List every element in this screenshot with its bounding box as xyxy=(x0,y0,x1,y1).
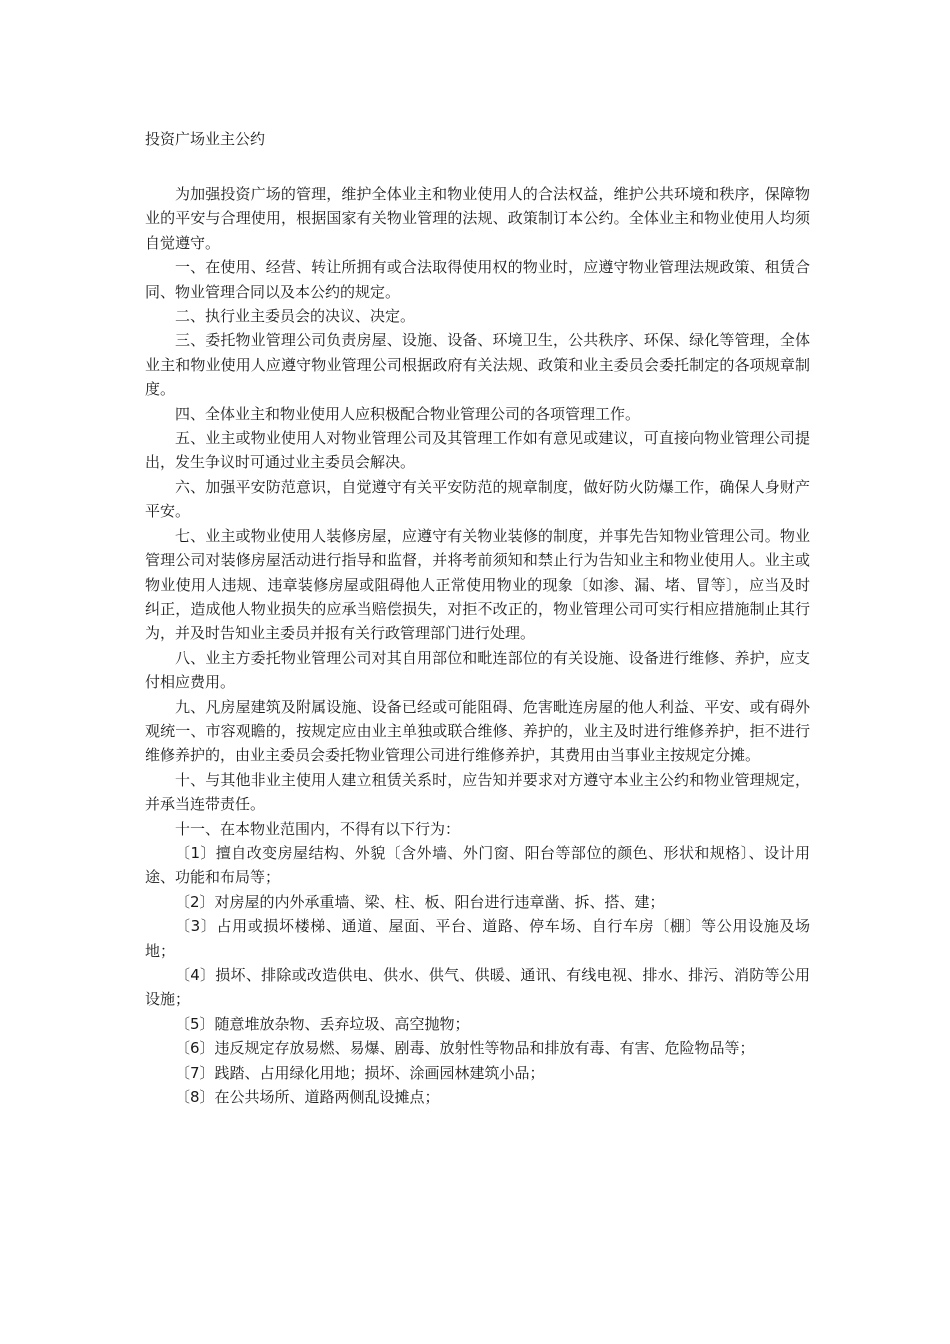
list-item-2: 〔2〕对房屋的内外承重墙、梁、柱、板、阳台进行违章凿、拆、搭、建； xyxy=(175,892,665,911)
paragraph-article-4: 四、全体业主和物业使用人应积极配合物业管理公司的各项管理工作。 xyxy=(175,404,641,423)
paragraph-article-2: 二、执行业主委员会的决议、决定。 xyxy=(175,307,416,326)
paragraph-article-8: 八、业主方委托物业管理公司对其自用部位和毗连部位的有关设施、设备进行维修、养护，应支付相应费用。 xyxy=(145,648,810,692)
paragraph-intro: 为加强投资广场的管理，维护全体业主和物业使用人的合法权益，维护公共环境和秩序，保障物业的平安与合理使用，根据国家有关物业管理的法规、政策制订本公约。全体业主和物业使用人均须自觉遵守。 xyxy=(145,185,810,252)
paragraph-article-7: 七、业主或物业使用人装修房屋，应遵守有关物业装修的制度，并事先告知物业管理公司。物业管理公司对装修房屋活动进行指导和监督，并将考前须知和禁止行为告知业主和物业使用人。业主或物业使用人违规、违章装修房屋或阻碍他人正常使用物业的现象〔如渗、漏、堵、冒等〕，应当及时纠正，造成他人物业损失的应承当赔偿损失，对拒不改正的，物业管理公司可实行相应措施制止其行为，并及时告知业主委员并报有关行政管理部门进行处理。 xyxy=(145,526,810,643)
paragraph-article-9: 九、凡房屋建筑及附属设施、设备已经或可能阻碍、危害毗连房屋的他人利益、平安、或有碍外观统一、市容观瞻的，按规定应由业主单独或联合维修、养护的，业主及时进行维修养护，拒不进行维修养护的，由业主委员会委托物业管理公司进行维修养护，其费用由当事业主按规定分摊。 xyxy=(145,697,810,765)
paragraph-article-3: 三、委托物业管理公司负责房屋、设施、设备、环境卫生，公共秩序、环保、绿化等管理，全体业主和物业使用人应遵守物业管理公司根据政府有关法规、政策和业主委员会委托制定的各项规章制度。 xyxy=(145,331,810,399)
paragraph-article-6: 六、加强平安防范意识，自觉遵守有关平安防范的规章制度，做好防火防爆工作，确保人身财产平安。 xyxy=(145,477,810,521)
list-item-5: 〔5〕随意堆放杂物、丢弃垃圾、高空抛物； xyxy=(175,1014,470,1033)
document-body xyxy=(145,182,810,1109)
paragraph-article-1: 一、在使用、经营、转让所拥有或合法取得使用权的物业时，应遵守物业管理法规政策、租赁合同、物业管理合同以及本公约的规定。 xyxy=(145,258,810,301)
list-item-1: 〔1〕擅自改变房屋结构、外貌〔含外墙、外门窗、阳台等部位的颜色、形状和规格〕、设计用途、功能和布局等； xyxy=(145,843,810,887)
paragraph-article-10: 十、与其他非业主使用人建立租赁关系时，应告知并要求对方遵守本业主公约和物业管理规定，并承当连带责任。 xyxy=(145,770,810,814)
list-item-4: 〔4〕损坏、排除或改造供电、供水、供气、供暖、通讯、有线电视、排水、排污、消防等公用设施； xyxy=(145,966,810,1009)
list-item-6: 〔6〕违反规定存放易燃、易爆、剧毒、放射性等物品和排放有毒、有害、危险物品等； xyxy=(175,1039,755,1058)
paragraph-article-11: 十一、在本物业范围内，不得有以下行为： xyxy=(175,819,461,838)
document-title: 投资广场业主公约 xyxy=(145,130,266,148)
list-item-7: 〔7〕践踏、占用绿化用地；损坏、涂画园林建筑小品； xyxy=(175,1063,545,1082)
list-item-3: 〔3〕占用或损坏楼梯、通道、屋面、平台、道路、停车场、自行车房〔棚〕等公用设施及场地； xyxy=(145,917,810,960)
paragraph-article-5: 五、业主或物业使用人对物业管理公司及其管理工作如有意见或建议，可直接向物业管理公司提出，发生争议时可通过业主委员会解决。 xyxy=(145,429,810,472)
list-item-8: 〔8〕在公共场所、道路两侧乱设摊点； xyxy=(175,1088,440,1107)
